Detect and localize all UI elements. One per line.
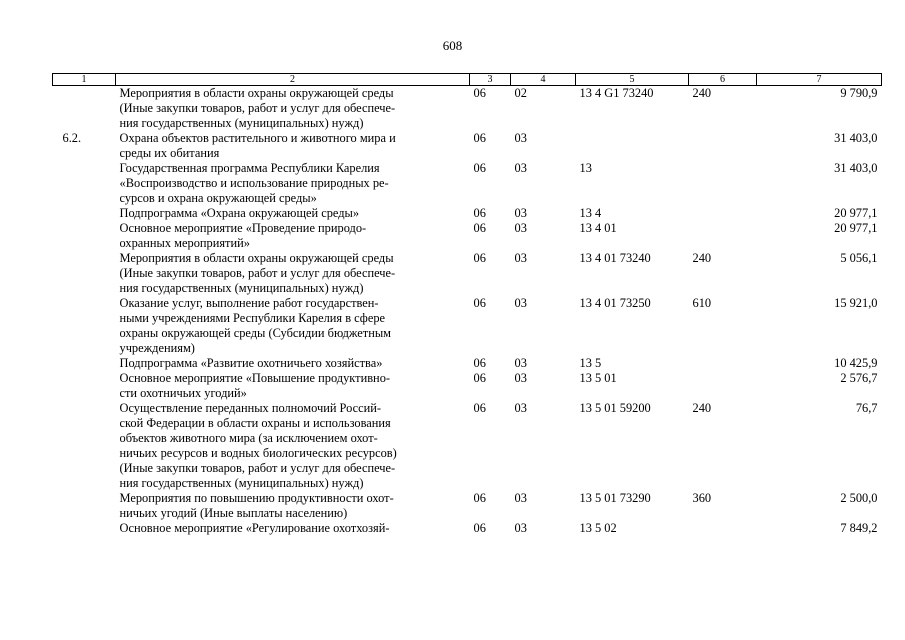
- amount: 20 977,1: [834, 206, 878, 220]
- subsection-code: 02: [514, 86, 527, 100]
- section-code: 06: [473, 401, 486, 415]
- item-name: Государственная программа Республики Карелия «Воспроизводство и использование природных ре- сурсов и охрана окружающей среды»: [119, 161, 389, 205]
- subsection-code: 03: [514, 491, 527, 505]
- target-article-code: 13 4 01: [579, 221, 617, 235]
- header-col-7: 7: [757, 74, 882, 86]
- item-name: Основное мероприятие «Повышение продуктивно- сти охотничьих угодий»: [119, 371, 391, 400]
- expense-type-code: 240: [692, 251, 712, 265]
- page-number: 608: [442, 38, 463, 53]
- target-article-code: 13 5: [579, 356, 602, 370]
- target-article-code: 13 4: [579, 206, 602, 220]
- row-number: [53, 161, 116, 206]
- header-col-3: 3: [470, 74, 511, 86]
- section-code: 06: [473, 251, 486, 265]
- expense-type-code: [689, 371, 757, 401]
- row-number: 6.2.: [62, 131, 82, 145]
- row-number: [53, 521, 116, 536]
- amount: 31 403,0: [834, 161, 878, 175]
- row-number: [53, 491, 116, 521]
- row-number: [53, 356, 116, 371]
- expense-type-code: 240: [692, 401, 712, 415]
- table-row: [53, 296, 882, 356]
- item-name: Охрана объектов растительного и животного мира и среды их обитания: [119, 131, 396, 160]
- target-article-code: 13 5 01: [579, 371, 617, 385]
- expense-type-code: [689, 131, 757, 161]
- header-col-4: 4: [511, 74, 576, 86]
- amount: 76,7: [855, 401, 878, 415]
- header-col-2: 2: [116, 74, 470, 86]
- amount: 9 790,9: [840, 86, 878, 100]
- budget-table: [52, 73, 882, 536]
- target-article-code: 13 5 01 73290: [579, 491, 651, 505]
- item-name: Оказание услуг, выполнение работ государствен- ными учреждениями Республики Карелия в сфере охраны окружающей среды (Субсидии бюджетным учреждениям): [119, 296, 392, 355]
- section-code: 06: [473, 356, 486, 370]
- item-name: Мероприятия в области охраны окружающей среды (Иные закупки товаров, работ и услуг для обеспече- ния государственных (муниципальных) нужд): [119, 251, 396, 295]
- table-row: [53, 131, 882, 161]
- table-body: [53, 86, 882, 537]
- table-row: [53, 251, 882, 296]
- amount: 2 576,7: [840, 371, 878, 385]
- subsection-code: 03: [514, 401, 527, 415]
- table-row: [53, 491, 882, 521]
- row-number: [53, 221, 116, 251]
- expense-type-code: 610: [692, 296, 712, 310]
- table-row: [53, 521, 882, 536]
- expense-type-code: [689, 356, 757, 371]
- subsection-code: 03: [514, 131, 527, 145]
- item-name: Мероприятия по повышению продуктивности охот- ничьих угодий (Иные выплаты населению): [119, 491, 394, 520]
- section-code: 06: [473, 161, 486, 175]
- header-col-1: 1: [53, 74, 116, 86]
- item-name: Осуществление переданных полномочий Россий- ской Федерации в области охраны и использования объектов животного мира (за исключением охот- ничьих ресурсов и водных биологических ресурсов) (Иные закупки товаров, работ и услуг для обеспече- ния государственных (муниципальных) нужд): [119, 401, 397, 490]
- expense-type-code: [689, 206, 757, 221]
- subsection-code: 03: [514, 161, 527, 175]
- target-article-code: 13 5 01 59200: [579, 401, 651, 415]
- row-number: [53, 401, 116, 491]
- section-code: 06: [473, 371, 486, 385]
- row-number: [53, 371, 116, 401]
- amount: 20 977,1: [834, 221, 878, 235]
- item-name: Подпрограмма «Охрана окружающей среды»: [119, 206, 360, 220]
- item-name: Основное мероприятие «Проведение природо- охранных мероприятий»: [119, 221, 367, 250]
- target-article-code: [576, 131, 689, 161]
- amount: 10 425,9: [834, 356, 878, 370]
- row-number: [53, 251, 116, 296]
- table-row: [53, 371, 882, 401]
- section-code: 06: [473, 221, 486, 235]
- table-row: [53, 356, 882, 371]
- subsection-code: 03: [514, 521, 527, 535]
- target-article-code: 13 4 01 73250: [579, 296, 651, 310]
- header-col-6: 6: [689, 74, 757, 86]
- item-name: Основное мероприятие «Регулирование охотхозяй-: [119, 521, 390, 535]
- section-code: 06: [473, 131, 486, 145]
- row-number: [53, 206, 116, 221]
- target-article-code: 13 4 G1 73240: [579, 86, 654, 100]
- subsection-code: 03: [514, 296, 527, 310]
- amount: 15 921,0: [834, 296, 878, 310]
- section-code: 06: [473, 86, 486, 100]
- target-article-code: 13 5 02: [579, 521, 617, 535]
- item-name: Мероприятия в области охраны окружающей среды (Иные закупки товаров, работ и услуг для обеспече- ния государственных (муниципальных) нужд): [119, 86, 396, 130]
- table-row: [53, 86, 882, 132]
- section-code: 06: [473, 296, 486, 310]
- expense-type-code: [689, 161, 757, 206]
- table-row: [53, 221, 882, 251]
- expense-type-code: [689, 221, 757, 251]
- row-number: [53, 296, 116, 356]
- header-col-5: 5: [576, 74, 689, 86]
- expense-type-code: [689, 521, 757, 536]
- expense-type-code: 360: [692, 491, 712, 505]
- subsection-code: 03: [514, 371, 527, 385]
- subsection-code: 03: [514, 356, 527, 370]
- target-article-code: 13 4 01 73240: [579, 251, 651, 265]
- amount: 5 056,1: [840, 251, 878, 265]
- amount: 7 849,2: [840, 521, 878, 535]
- table-row: [53, 161, 882, 206]
- amount: 2 500,0: [840, 491, 878, 505]
- section-code: 06: [473, 491, 486, 505]
- section-code: 06: [473, 206, 486, 220]
- expense-type-code: 240: [692, 86, 712, 100]
- amount: 31 403,0: [834, 131, 878, 145]
- item-name: Подпрограмма «Развитие охотничьего хозяйства»: [119, 356, 383, 370]
- target-article-code: 13: [579, 161, 592, 175]
- subsection-code: 03: [514, 251, 527, 265]
- table-row: [53, 206, 882, 221]
- table-row: [53, 401, 882, 491]
- subsection-code: 03: [514, 221, 527, 235]
- row-number: [53, 86, 116, 132]
- column-number-header: [53, 74, 882, 86]
- subsection-code: 03: [514, 206, 527, 220]
- section-code: 06: [473, 521, 486, 535]
